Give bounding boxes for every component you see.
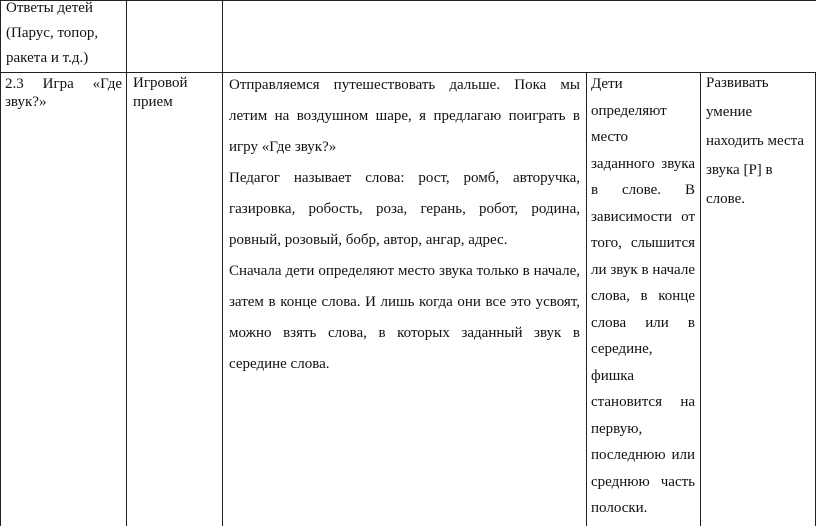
game-title-text: 2.3 Игра «Где звук?» bbox=[5, 76, 122, 110]
children-answers-text: Ответы детей (Парус, топор, ракета и т.д.) bbox=[6, 0, 99, 66]
border-col2-col3 bbox=[222, 0, 223, 72]
cell-teacher-activity bbox=[229, 70, 580, 522]
cell-children-answers bbox=[6, 0, 122, 72]
teacher-paragraph-3: Сначала дети определяют место звука только в начале, затем в конце слова. И лишь когда они все это усвоят, можно взять слова, в которых заданный звук в середине слова. bbox=[229, 263, 580, 372]
cell-empty bbox=[130, 4, 218, 70]
teacher-paragraph-2: Педагог называет слова: рост, ромб, авторучка, газировка, робость, роза, герань, робот, родина, ровный, розовый, бобр, автор, ангар, адрес. bbox=[229, 170, 580, 248]
teacher-paragraph-1: Отправляемся путешествовать дальше. Пока мы летим на воздушном шаре, я предлагаю поиграть в игру «Где звук?» bbox=[229, 77, 580, 155]
cell-method bbox=[133, 74, 219, 514]
border-col2-col3-row2 bbox=[222, 72, 223, 526]
border-top bbox=[0, 0, 816, 1]
method-text: Игровой прием bbox=[133, 75, 188, 110]
border-col3-col4 bbox=[586, 72, 587, 526]
cell-game-title bbox=[5, 75, 122, 515]
cell-goal bbox=[706, 69, 812, 523]
border-left bbox=[0, 0, 1, 526]
border-col4-col5 bbox=[700, 72, 701, 526]
cell-children-activity bbox=[591, 71, 695, 526]
goal-text: Развивать умение находить места звука [Р] в слове. bbox=[706, 75, 805, 207]
border-col1-col2 bbox=[126, 0, 127, 526]
children-activity-text: Дети определяют место заданного звука в слове. В зависимости от того, слышится ли звук в начале слова, в конце слова или в середине, фишка становится на первую, последнюю или среднюю часть полоски. bbox=[591, 76, 695, 516]
